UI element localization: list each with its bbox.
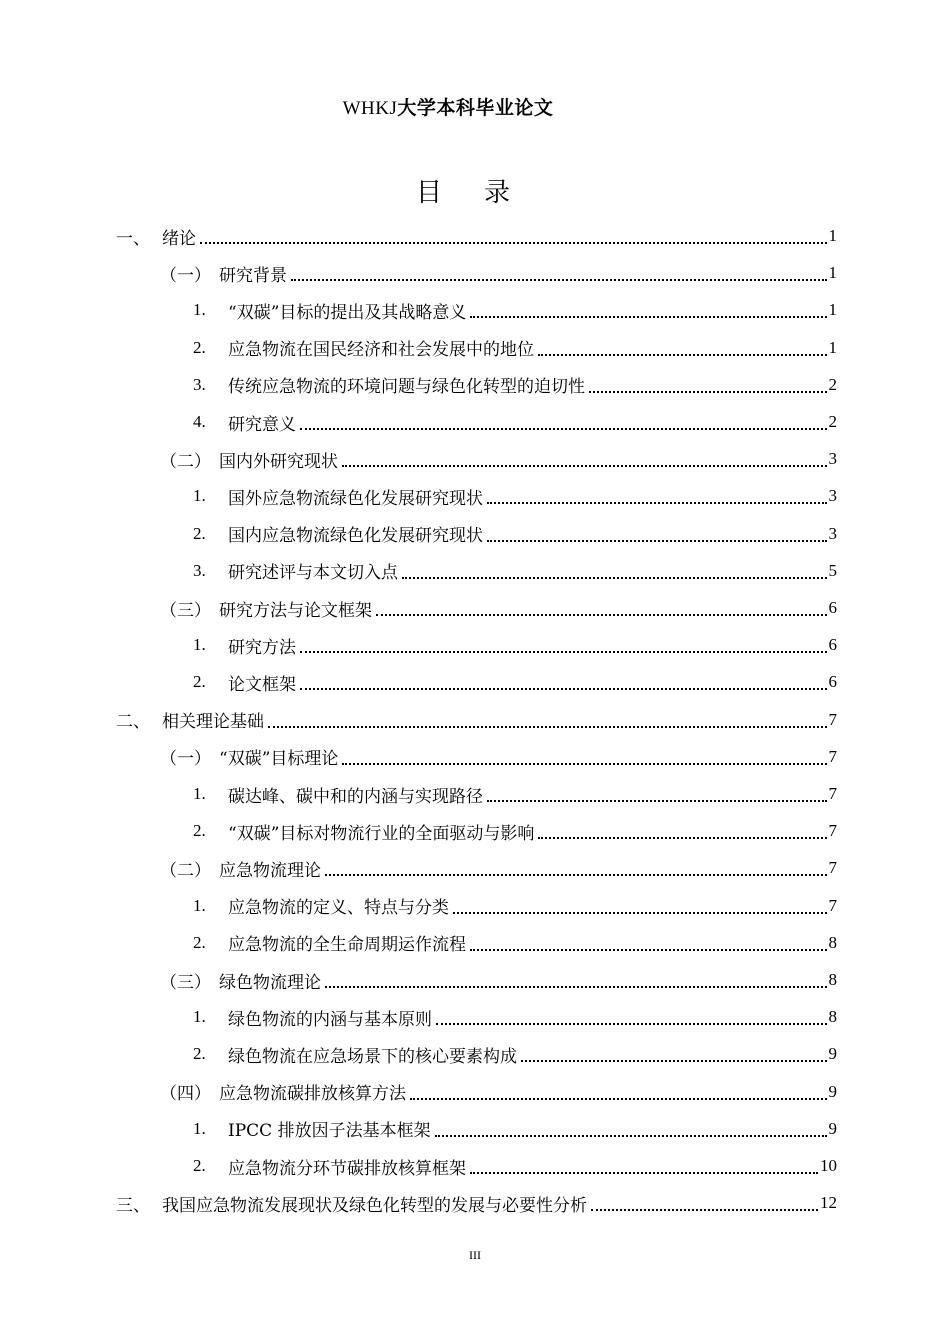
toc-dot-leader: [470, 316, 826, 318]
toc-entry-title: 应急物流分环节碳排放核算框架: [228, 1158, 466, 1179]
toc-entry[interactable]: [160, 444, 837, 474]
toc-entry-page: 6: [828, 635, 837, 655]
toc-dot-leader: [291, 279, 827, 281]
toc-dot-leader: [487, 800, 827, 802]
toc-entry-number: 1.: [193, 895, 206, 915]
toc-entry-title: 论文框架: [228, 674, 296, 695]
toc-dot-leader: [376, 614, 827, 616]
toc-entry-page: 10: [820, 1156, 837, 1175]
toc-entry[interactable]: [193, 816, 837, 846]
toc-entry[interactable]: [160, 593, 837, 623]
toc-entry-title: 应急物流的定义、特点与分类: [228, 898, 449, 919]
toc-entry-page: 2: [828, 412, 837, 431]
toc-entry-page: 9: [828, 1081, 837, 1101]
toc-entry[interactable]: [193, 779, 837, 809]
toc-entry[interactable]: [160, 258, 837, 288]
toc-entry-title: “双碳”目标理论: [219, 749, 339, 770]
toc-entry-number: 三、: [116, 1195, 150, 1216]
toc-entry-page: 3: [828, 449, 837, 469]
toc-dot-leader: [325, 874, 827, 876]
toc-entry-title: 传统应急物流的环境问题与绿色化转型的迫切性: [228, 377, 585, 398]
toc-entry-number: 3.: [193, 374, 206, 394]
toc-entry-page: 7: [828, 858, 837, 878]
toc-dot-leader: [436, 1023, 827, 1025]
toc-entry-page: 12: [820, 1193, 837, 1213]
toc-entry-page: 3: [828, 486, 837, 506]
document-header: [0, 93, 896, 120]
toc-entry-page: 3: [828, 523, 837, 543]
toc-entry-page: 7: [828, 746, 837, 766]
toc-entry-page: 5: [828, 560, 837, 580]
toc-dot-leader: [300, 428, 827, 430]
toc-entry-number: 1.: [193, 1007, 206, 1027]
toc-dot-leader: [470, 1172, 818, 1174]
toc-entry-title: 应急物流理论: [219, 860, 321, 881]
toc-entry-title: 应急物流碳排放核算方法: [219, 1084, 406, 1105]
toc-entry[interactable]: [193, 630, 837, 660]
toc-entry-number: 2.: [193, 932, 206, 952]
toc-entry-number: 2.: [193, 821, 206, 841]
toc-title: 目录: [415, 178, 552, 208]
toc-entry-title: 绿色物流理论: [219, 972, 321, 993]
toc-entry[interactable]: [193, 333, 837, 363]
toc-entry[interactable]: [193, 1151, 837, 1181]
toc-entry-number: 3.: [193, 560, 206, 580]
toc-dot-leader: [402, 577, 827, 579]
toc-dot-leader: [453, 912, 827, 914]
toc-entry-title: 研究背景: [219, 265, 287, 286]
toc-entry-title: 研究方法: [228, 637, 296, 658]
toc-entry-title: “双碳”目标对物流行业的全面驱动与影响: [228, 823, 535, 844]
toc-entry-page: 9: [828, 1118, 837, 1138]
toc-entry[interactable]: [193, 556, 837, 586]
page-number: III: [469, 1248, 481, 1262]
toc-entry-number: （三）: [160, 972, 211, 993]
toc-entry[interactable]: [160, 853, 837, 883]
toc-entry-number: （四）: [160, 1084, 211, 1105]
toc-entry-page: 2: [828, 374, 837, 394]
toc-dot-leader: [342, 763, 826, 765]
toc-entry-title: 绪论: [162, 228, 196, 249]
toc-entry[interactable]: [193, 481, 837, 511]
toc-entry-number: 2.: [193, 337, 206, 357]
toc-entry-page: 8: [828, 1007, 837, 1027]
toc-entry[interactable]: [160, 1077, 837, 1107]
toc-entry[interactable]: [116, 705, 837, 735]
toc-entry[interactable]: [193, 1002, 837, 1032]
toc-entry-number: 1.: [193, 300, 206, 320]
toc-entry[interactable]: [116, 1188, 837, 1218]
toc-dot-leader: [342, 465, 827, 467]
toc-entry[interactable]: [160, 742, 837, 772]
toc-entry-title: IPCC 排放因子法基本框架: [228, 1121, 431, 1142]
toc-entry-page: 6: [828, 598, 837, 617]
toc-dot-leader: [538, 354, 827, 356]
toc-entry-number: 1.: [193, 486, 206, 506]
toc-dot-leader: [435, 1135, 827, 1137]
toc-dot-leader: [487, 502, 827, 504]
toc-entry-page: 1: [828, 226, 837, 245]
toc-dot-leader: [538, 837, 826, 839]
toc-entry-title: 应急物流在国民经济和社会发展中的地位: [228, 340, 534, 361]
toc-entry-number: 1.: [193, 635, 206, 655]
toc-entry[interactable]: [193, 891, 837, 921]
toc-entry-title: “双碳”目标的提出及其战略意义: [228, 302, 467, 323]
toc-entry-page: 6: [828, 672, 837, 692]
toc-entry-title: 研究意义: [228, 414, 296, 435]
toc-entry[interactable]: [193, 667, 837, 697]
toc-entry[interactable]: [193, 370, 837, 400]
toc-dot-leader: [200, 242, 827, 244]
toc-entry[interactable]: [116, 221, 837, 251]
toc-entry-number: 2.: [193, 523, 206, 543]
toc-entry-title: 相关理论基础: [162, 712, 264, 733]
header-title: 大学本科毕业论文: [397, 97, 554, 119]
toc-entry[interactable]: [160, 965, 837, 995]
toc-entry-page: 1: [828, 263, 837, 283]
toc-dot-leader: [410, 1098, 827, 1100]
toc-dot-leader: [487, 540, 827, 542]
toc-entry-title: 碳达峰、碳中和的内涵与实现路径: [228, 786, 483, 807]
toc-entry-number: 2.: [193, 1044, 206, 1064]
toc-entry-page: 8: [828, 932, 837, 952]
toc-entry-title: 国外应急物流绿色化发展研究现状: [228, 488, 483, 509]
toc-entry-number: （三）: [160, 600, 211, 621]
toc-entry-number: 2.: [193, 1156, 206, 1175]
toc-entry[interactable]: [193, 928, 837, 958]
toc-entry-page: 7: [828, 784, 837, 803]
toc-entry-number: 二、: [116, 712, 150, 733]
toc-entry-title: 绿色物流在应急场景下的核心要素构成: [228, 1046, 517, 1067]
toc-entry-number: 2.: [193, 672, 206, 692]
toc-entry-page: 9: [828, 1044, 837, 1064]
toc-dot-leader: [589, 391, 827, 393]
toc-dot-leader: [470, 949, 827, 951]
toc-entry-page: 7: [828, 895, 837, 915]
toc-entry-title: 我国应急物流发展现状及绿色化转型的发展与必要性分析: [162, 1195, 587, 1216]
toc-entry-number: 1.: [193, 784, 206, 803]
toc-dot-leader: [268, 726, 827, 728]
toc-entry-page: 8: [828, 970, 837, 989]
toc-entry-title: 研究方法与论文框架: [219, 600, 372, 621]
toc-entry[interactable]: [193, 1114, 837, 1144]
toc-entry-page: 7: [828, 709, 837, 729]
toc-entry-number: 一、: [116, 228, 150, 249]
toc-entry[interactable]: [193, 295, 837, 325]
toc-entry-number: （一）: [160, 265, 211, 286]
header-latin: WHKJ: [342, 98, 398, 119]
toc-entry-number: （一）: [160, 749, 211, 770]
toc-dot-leader: [591, 1209, 818, 1211]
toc-dot-leader: [521, 1060, 827, 1062]
toc-entry[interactable]: [193, 1039, 837, 1069]
toc-dot-leader: [325, 986, 827, 988]
toc-entry-number: （二）: [160, 860, 211, 881]
toc-entry-page: 7: [828, 821, 837, 841]
toc-entry-page: 1: [828, 300, 837, 320]
toc-entry-number: 1.: [193, 1118, 206, 1138]
toc-entry-title: 国内应急物流绿色化发展研究现状: [228, 526, 483, 547]
toc-dot-leader: [300, 651, 827, 653]
toc-entry-title: 研究述评与本文切入点: [228, 563, 398, 584]
toc-entry-title: 国内外研究现状: [219, 451, 338, 472]
toc-entry-number: 4.: [193, 412, 206, 431]
toc-entry-page: 1: [828, 337, 837, 357]
toc-dot-leader: [300, 688, 827, 690]
toc-entry-number: （二）: [160, 451, 211, 472]
toc-entry-title: 应急物流的全生命周期运作流程: [228, 935, 466, 956]
toc-entry-title: 绿色物流的内涵与基本原则: [228, 1009, 432, 1030]
toc-entry[interactable]: [193, 407, 837, 437]
toc-entry[interactable]: [193, 519, 837, 549]
